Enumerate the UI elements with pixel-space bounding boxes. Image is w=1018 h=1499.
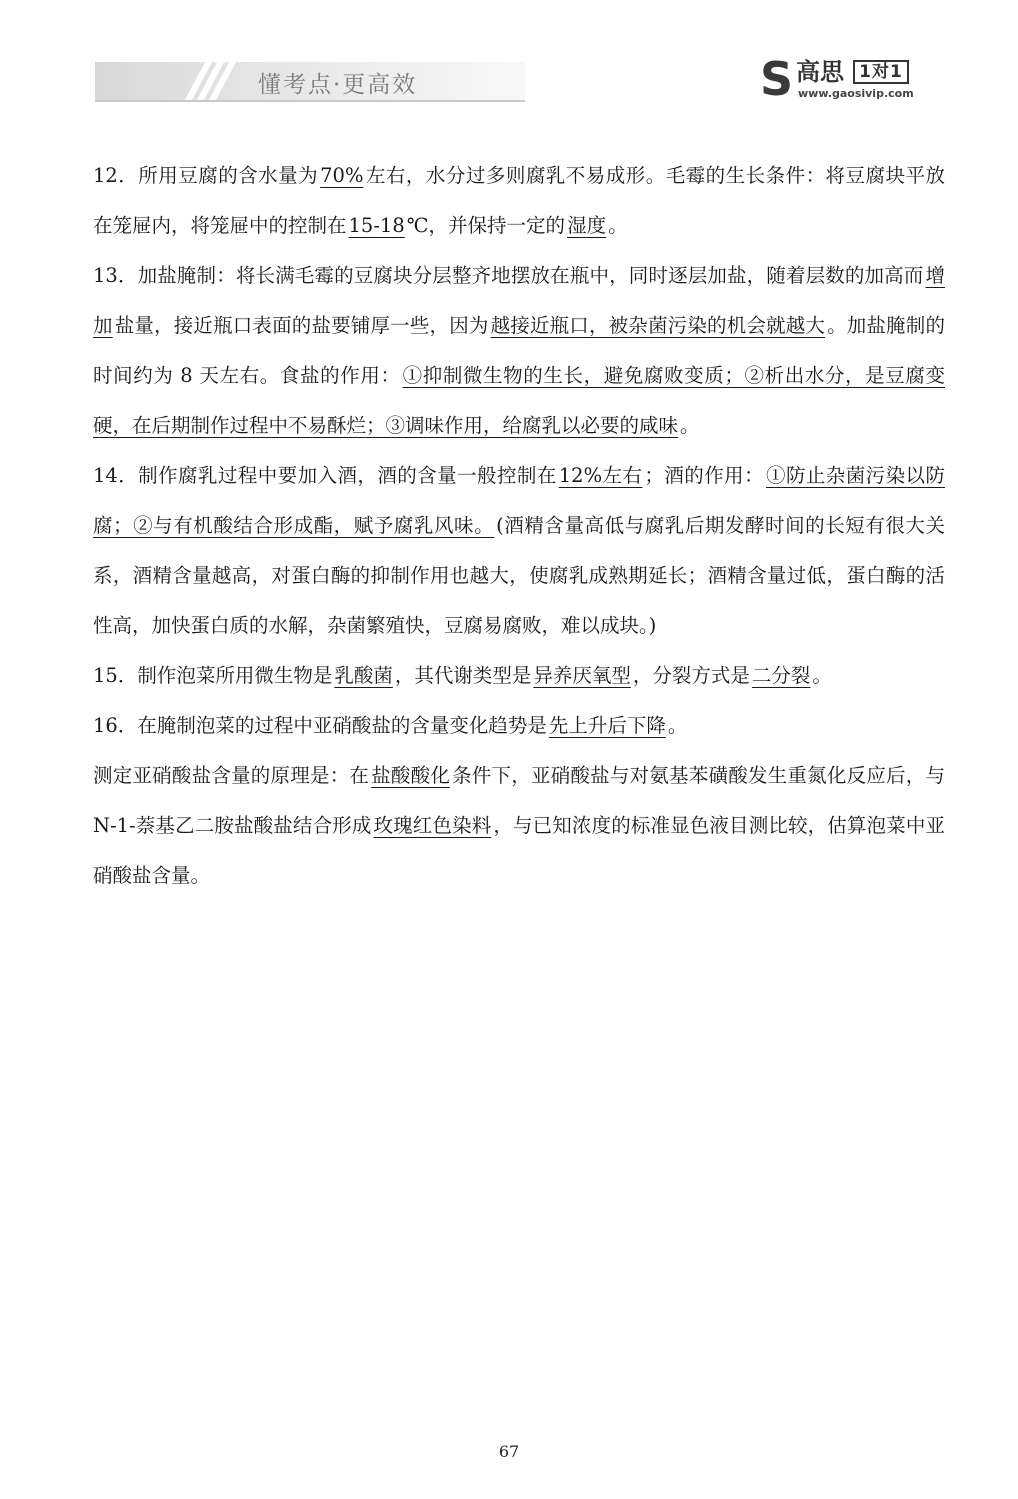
answer-blank: 乳酸菌: [334, 664, 393, 687]
question-text: 。: [608, 214, 628, 237]
answer-blank: 盐酸酸化: [371, 764, 451, 787]
question-text: ；酒的作用：: [644, 464, 765, 487]
answer-blank: 异养厌氧型: [533, 664, 631, 687]
document-body: [93, 151, 945, 901]
logo-url: www.gaosivip.com: [798, 87, 914, 100]
question-text: 。: [680, 414, 700, 437]
page-number: 67: [498, 1442, 520, 1461]
question-text: 盐量，接近瓶口表面的盐要铺厚一些，因为: [114, 314, 489, 337]
question-text: 16．在腌制泡菜的过程中亚硝酸盐的含量变化趋势是: [93, 714, 547, 737]
question-text: 14．制作腐乳过程中要加入酒，酒的含量一般控制在: [93, 464, 557, 487]
header-slogan: 懂考点·更高效: [258, 72, 418, 98]
answer-blank: 玫瑰红色染料: [373, 814, 492, 837]
logo-name: 高思: [796, 58, 844, 86]
logo-s-icon: S: [760, 52, 794, 106]
answer-blank: 二分裂: [751, 664, 811, 687]
answer-blank: ①抑制微生物的生长，避免腐败变质；②析出水分，是豆腐变硬，在后期制作过程中不易酥烂；③调味作用，给腐乳以必要的咸味: [93, 364, 945, 437]
logo-badge: 1对1: [853, 60, 909, 84]
question-text: ，其代谢类型是: [394, 664, 532, 687]
answer-blank: 12%左右: [558, 464, 643, 487]
question-text: ℃，并保持一定的: [406, 214, 566, 237]
question-14: [93, 451, 945, 651]
answer-blank: 越接近瓶口，被杂菌污染的机会就越大: [490, 314, 826, 337]
gaosi-logo: [760, 52, 930, 106]
question-16-principle: [93, 751, 945, 901]
question-16: [93, 701, 945, 751]
question-text: 13．加盐腌制：将长满毛霉的豆腐块分层整齐地摆放在瓶中，同时逐层加盐，随着层数的加高而: [93, 264, 924, 287]
answer-blank: 15-18: [348, 214, 405, 237]
header-rule: [95, 100, 525, 102]
question-13: [93, 251, 945, 451]
question-12: [93, 151, 945, 251]
question-text: 条件下，亚硝酸盐与对氨基苯磺酸发生重氮化反应后，与 N-1-萘基乙二胺盐酸盐结合形成: [93, 764, 945, 837]
question-text: 12．所用豆腐的含水量为: [93, 164, 319, 187]
question-15: [93, 651, 945, 701]
question-text: ，分裂方式是: [632, 664, 750, 687]
question-text: 。: [812, 664, 832, 687]
answer-blank: ①防止杂菌污染以防腐；②与有机酸结合形成酯，赋予腐乳风味。: [93, 464, 945, 537]
question-text: 。: [667, 714, 688, 737]
answer-blank: 70%: [320, 164, 364, 187]
question-text: 。加盐腌制的时间约为 8 天左右。食盐的作用：: [93, 314, 945, 387]
question-text: ，与已知浓度的标准显色液目测比较，估算泡菜中亚硝酸盐含量。: [93, 814, 945, 887]
answer-blank: 先上升后下降: [548, 714, 666, 737]
question-text: 左右，水分过多则腐乳不易成形。毛霉的生长条件：将豆腐块平放在笼屉内，将笼屉中的控制在: [93, 164, 945, 237]
answer-blank: 湿度: [567, 214, 607, 237]
question-text: 15．制作泡菜所用微生物是: [93, 664, 333, 687]
question-text: 测定亚硝酸盐含量的原理是：在: [93, 764, 370, 787]
answer-blank: 增加: [93, 264, 945, 337]
question-text: (酒精含量高低与腐乳后期发酵时间的长短有很大关系，酒精含量越高，对蛋白酶的抑制作用也越大，使腐乳成熟期延长；酒精含量过低，蛋白酶的活性高，加快蛋白质的水解，杂菌繁殖快，豆腐易腐败，难以成块。): [93, 514, 945, 637]
